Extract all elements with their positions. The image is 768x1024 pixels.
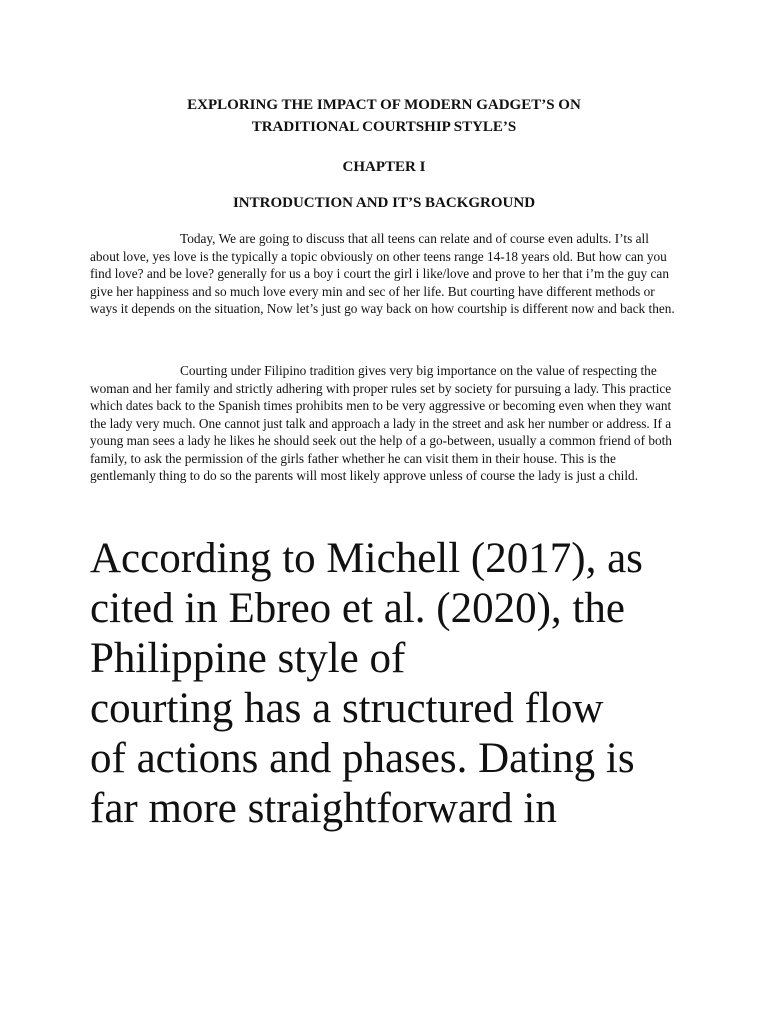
- section-heading: INTRODUCTION AND IT’S BACKGROUND: [232, 195, 536, 211]
- large-text-line: courting has a structured flow: [90, 685, 604, 732]
- large-text-line: cited in Ebreo et al. (2020), the: [90, 585, 625, 632]
- large-text-line: Philippine style of: [90, 635, 406, 682]
- document-title: [90, 94, 678, 138]
- large-text-line: According to Michell (2017), as: [90, 535, 643, 582]
- large-text-line: far more straightforward in: [90, 785, 557, 832]
- chapter-heading: CHAPTER I: [342, 159, 426, 175]
- intro-paragraph-2: Courting under Filipino tradition gives very big importance on the value of respecting the woman and her family and strictly adhering with proper rules set by society for pursuing a lady. This practice which dates back to the Spanish times prohibits men to be very aggressive or becoming even when they want the lady very much. One cannot just talk and approach a lady in the street and ask her number or address. If a young man sees a lady he likes he should seek out the help of a go-between, usually a common friend of both family, to ask the permission of the girls father whether he can visit them in their house. This is the gentlemanly thing to do so the parents will most likely approve unless of course the lady is just a child.: [90, 363, 672, 483]
- title-line-1: EXPLORING THE IMPACT OF MODERN GADGET’S ON: [187, 97, 581, 113]
- large-quote-text: [90, 534, 690, 834]
- large-text-line: of actions and phases. Dating is: [90, 735, 635, 782]
- title-line-2: TRADITIONAL COURTSHIP STYLE’S: [251, 119, 517, 135]
- intro-paragraph-1: Today, We are going to discuss that all teens can relate and of course even adults. I’ts all about love, yes love is the typically a topic obviously on other teens range 14-18 years old. But how can you find love? and be love? generally for us a boy i court the girl i like/love and prove to her that i’m the guy can give her happiness and so much love every min and sec of her life. But courting have different methods or ways it depends on the situation, Now let’s just go way back on how courtship is different now and back then.: [90, 231, 675, 316]
